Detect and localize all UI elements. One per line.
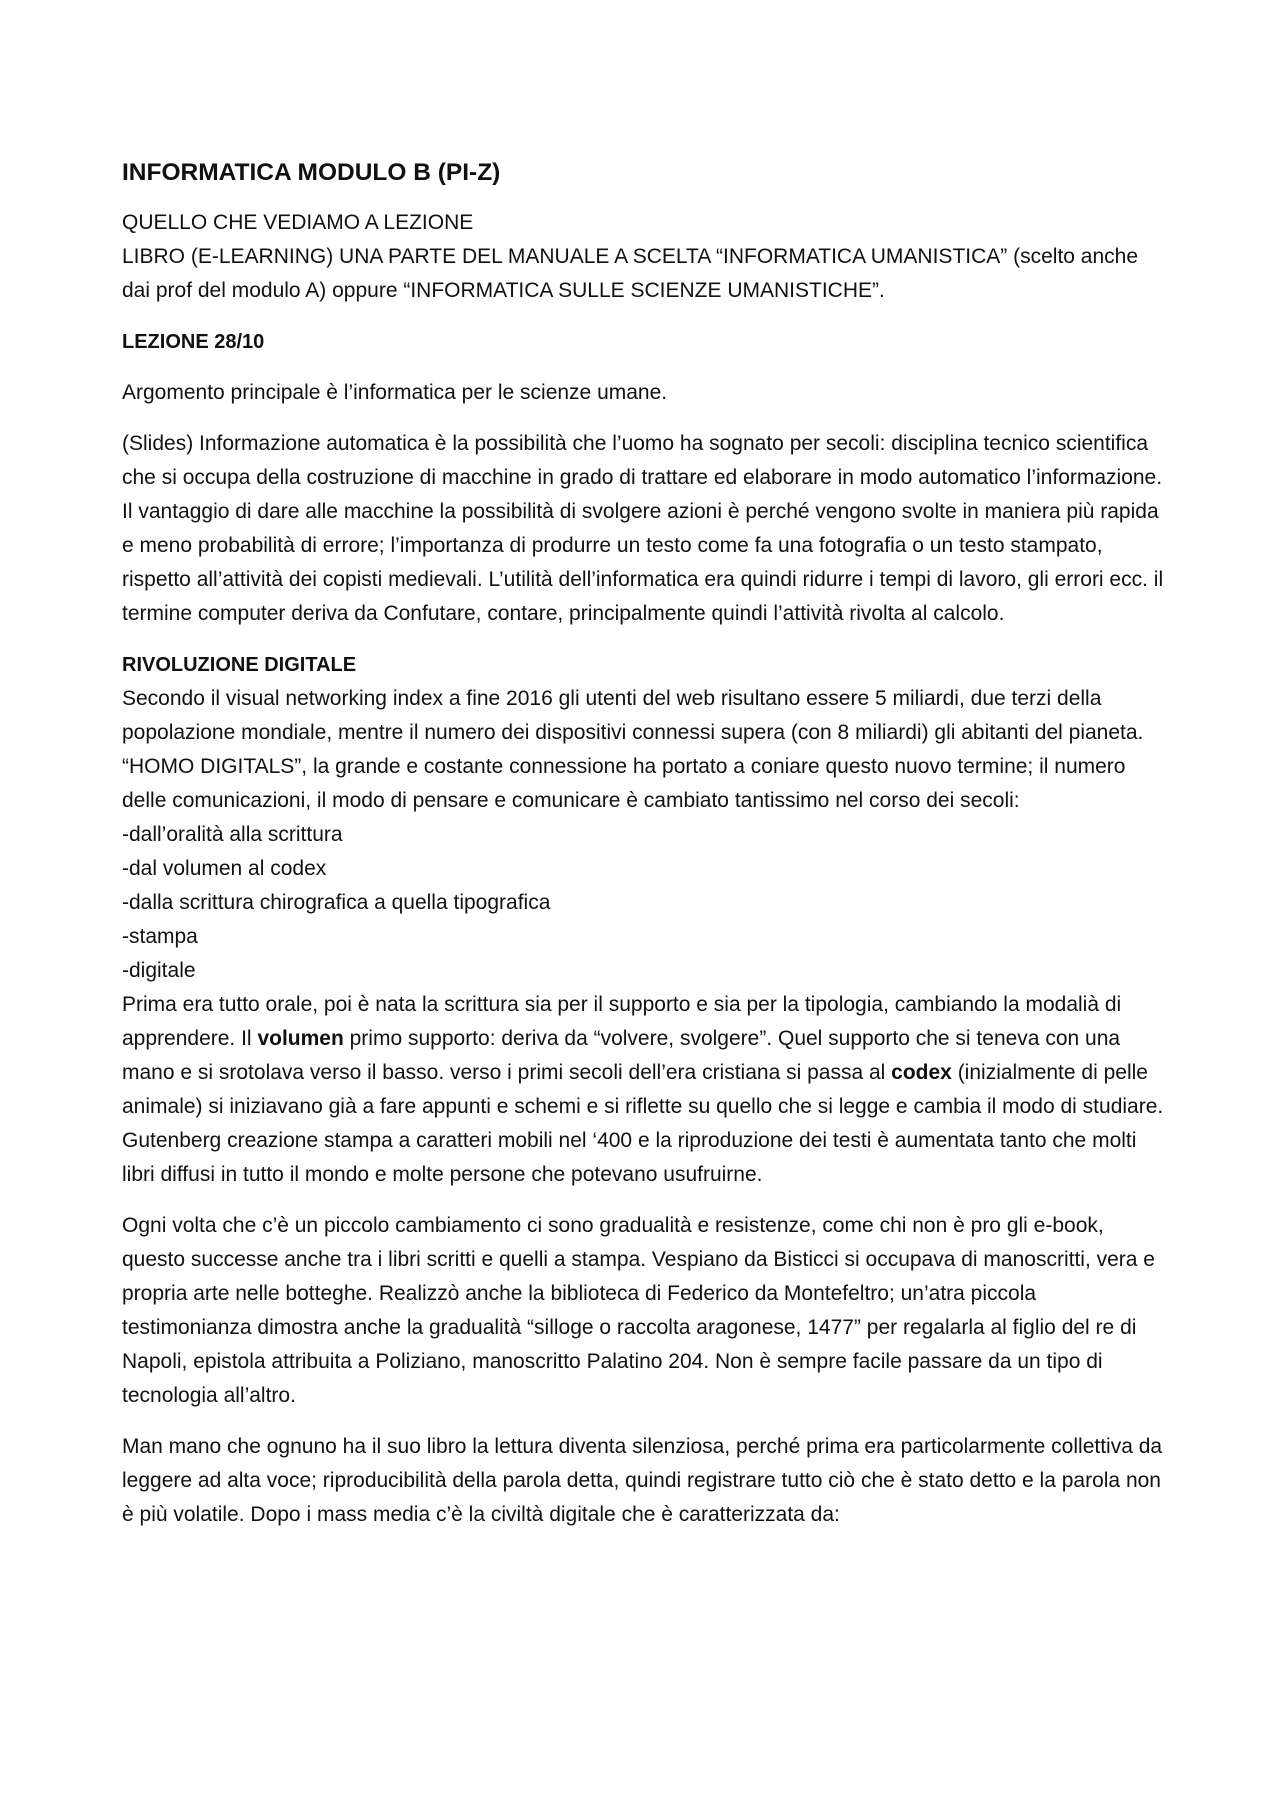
- document-title: INFORMATICA MODULO B (PI-Z): [122, 159, 501, 186]
- main-topic-paragraph: Argomento principale è l’informatica per le scienze umane.: [122, 381, 668, 404]
- list-item: -dall’oralità alla scrittura: [122, 823, 343, 846]
- volumen-codex-paragraph: [122, 988, 1167, 1124]
- document-page: [122, 156, 1167, 1549]
- lesson-heading: LEZIONE 28/10: [122, 331, 265, 353]
- revolution-text: Secondo il visual networking index a fine 2016 gli utenti del web risultano essere 5 miliardi, due terzi della popolazione mondiale, mentre il numero dei dispositivi connessi supera (con 8 miliardi) gli abitanti del pianeta. “HOMO DIGITALS”, la grande e costante connessione ha portato a coniare questo nuovo termine; il numero delle comunicazioni, il modo di pensare e comunicare è cambiato tantissimo nel corso dei secoli:: [122, 687, 1144, 812]
- term-volumen: volumen: [257, 1027, 344, 1050]
- gutenberg-paragraph: Gutenberg creazione stampa a caratteri mobili nel ‘400 e la riproduzione dei testi è aumentata tanto che molti libri diffusi in tutto il mondo e molte persone che potevano usufruirne.: [122, 1129, 1137, 1186]
- revolution-heading: RIVOLUZIONE DIGITALE: [122, 654, 357, 676]
- list-item: -digitale: [122, 959, 196, 982]
- list-item: -dalla scrittura chirografica a quella tipografica: [122, 891, 551, 914]
- slides-paragraph: (Slides) Informazione automatica è la possibilità che l’uomo ha sognato per secoli: disciplina tecnico scientifica che si occupa della costruzione di macchine in grado di trattare ed elaborare in modo automatico l’informazione. Il vantaggio di dare alle macchine la possibilità di svolgere azioni è perché vengono svolte in maniera più rapida e meno probabilità di errore; l’importanza di produrre un testo come fa una fotografia o un testo stampato, rispetto all’attività dei copisti medievali. L’utilità dell’informatica era quindi ridurre i tempi di lavoro, gli errori ecc. il termine computer deriva da Confutare, contare, principalmente quindi l’attività rivolta al calcolo.: [122, 432, 1164, 625]
- intro-line-1: QUELLO CHE VEDIAMO A LEZIONE: [122, 211, 474, 234]
- text-run: primo supporto: deriva da “volvere, svolgere”. Quel supporto che si teneva con una mano e si srotolava verso il basso. verso i primi secoli dell’era cristiana si passa al: [122, 1027, 1121, 1084]
- text-run: (inizialmente di pelle animale) si iniziavano già a fare appunti e schemi e si riflette su quello che si legge e cambia il modo di studiare.: [122, 1061, 1164, 1118]
- lettura-paragraph: Man mano che ognuno ha il suo libro la lettura diventa silenziosa, perché prima era particolarmente collettiva da leggere ad alta voce; riproducibilità della parola detta, quindi registrare tutto ciò che è stato detto e la parola non è più volatile. Dopo i mass media c’è la civiltà digitale che è caratterizzata da:: [122, 1435, 1163, 1526]
- revolution-section: [122, 648, 1167, 1192]
- gradualita-paragraph: Ogni volta che c’è un piccolo cambiamento ci sono gradualità e resistenze, come chi non è pro gli e-book, questo successe anche tra i libri scritti e quelli a stampa. Vespiano da Bisticci si occupava di manoscritti, vera e propria arte nelle botteghe. Realizzò anche la biblioteca di Federico da Montefeltro; un’atra piccola testimonianza dimostra anche la gradualità “silloge o raccolta aragonese, 1477” per regalarla al figlio del re di Napoli, epistola attribuita a Poliziano, manoscritto Palatino 204. Non è sempre facile passare da un tipo di tecnologia all’altro.: [122, 1214, 1155, 1407]
- list-item: -dal volumen al codex: [122, 857, 327, 880]
- intro-block: [122, 206, 1167, 308]
- intro-line-2: LIBRO (E-LEARNING) UNA PARTE DEL MANUALE A SCELTA “INFORMATICA UMANISTICA” (scelto anche dai prof del modulo A) oppure “INFORMATICA SULLE SCIENZE UMANISTICHE”.: [122, 245, 1139, 302]
- text-run: Prima era tutto orale, poi è nata la scrittura sia per il supporto e sia per la tipologia, cambiando la modalià di apprendere. Il: [122, 993, 1122, 1050]
- list-item: -stampa: [122, 925, 198, 948]
- term-codex: codex: [891, 1061, 952, 1084]
